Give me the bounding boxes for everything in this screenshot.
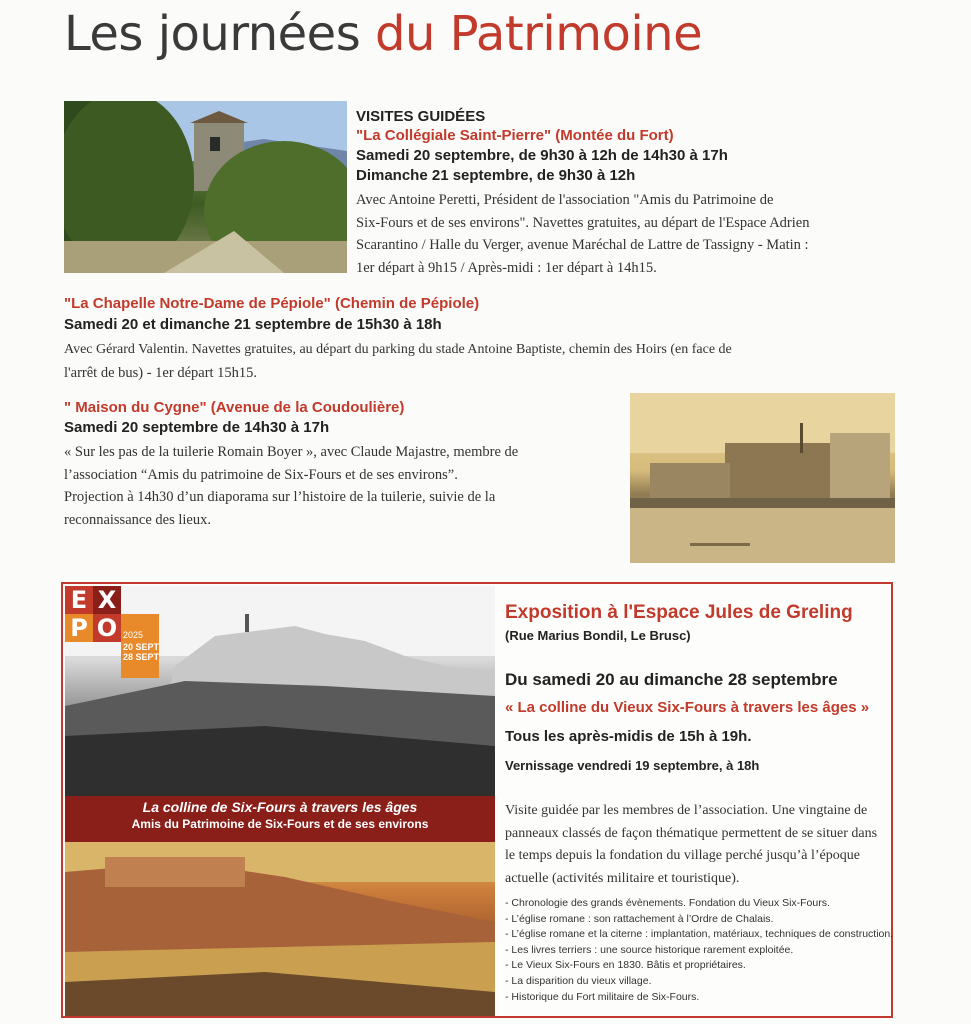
list-item: - Historique du Fort militaire de Six-Fours. [505, 990, 700, 1003]
text-line: l'arrêt de bus) - 1er départ 15h15. [64, 364, 258, 381]
text-line: reconnaissance des lieux. [64, 511, 211, 528]
badge-date-start: 20 SEPT [122, 642, 160, 652]
text-line: panneaux classés de façon thématique permettent de se situer dans [505, 825, 878, 841]
expo-hours: Tous les après-midis de 15h à 19h. [505, 728, 752, 745]
expo-vernissage: Vernissage vendredi 19 septembre, à 18h [505, 758, 760, 773]
badge-year: 2025 [123, 630, 144, 640]
badge-letter-e: E [70, 586, 88, 614]
expo-title: Exposition à l'Espace Jules de Greling [505, 602, 853, 623]
text-line: actuelle (activités militaire et touristique). [505, 870, 740, 886]
text-line: « Sur les pas de la tuilerie Romain Boyer », avec Claude Majastre, membre de [64, 444, 519, 460]
collegiale-name: "La Collégiale Saint-Pierre" (Montée du Fort) [356, 127, 674, 144]
collegiale-date-2: Dimanche 21 septembre, de 9h30 à 12h [356, 167, 636, 184]
expo-poster-top [65, 586, 495, 796]
badge-letter-x: X [97, 586, 117, 614]
text-line: Avec Gérard Valentin. Navettes gratuites, au départ du parking du stade Antoine Baptiste, chemin des Hoirs (en face de [64, 342, 732, 357]
collegiale-photo [64, 101, 347, 273]
expo-dates: Du samedi 20 au dimanche 28 septembre [505, 670, 838, 689]
text-line: 1er départ à 9h15 / Après-midi : 1er départ à 14h15. [356, 259, 657, 276]
title-part-1: Les journées [64, 6, 361, 62]
text-line: Visite guidée par les membres de l’association. Une vingtaine de [505, 803, 868, 818]
list-item: - L’église romane : son rattachement à l’Ordre de Chalais. [505, 912, 774, 925]
tuilerie-photo [630, 393, 895, 563]
badge-letter-p: P [70, 614, 88, 642]
village-painting [65, 842, 495, 1016]
list-item: - Les livres terriers : une source historique rarement exploitée. [505, 943, 794, 956]
badge-letter-o: O [96, 614, 118, 642]
expo-badge [65, 586, 159, 680]
chapelle-description [64, 339, 898, 384]
expo-theme: « La colline du Vieux Six-Fours à travers les âges » [505, 699, 870, 716]
text-line: Avec Antoine Peretti, Président de l'association "Amis du Patrimoine de [356, 192, 774, 208]
visites-label: VISITES GUIDÉES [356, 108, 486, 125]
badge-dates [121, 642, 161, 662]
expo-poster-painting [65, 842, 495, 1016]
list-item: - Le Vieux Six-Fours en 1830. Bâtis et propriétaires. [505, 959, 746, 972]
text-line: l’association “Amis du patrimoine de Six-Fours et de ses environs”. [64, 466, 458, 483]
list-item: - L’église romane et la citerne : implantation, matériaux, techniques de construction. [505, 928, 894, 941]
list-item: - La disparition du vieux village. [505, 974, 652, 987]
text-line: Projection à 14h30 d’un diaporama sur l’histoire de la tuilerie, suivie de la [64, 489, 496, 505]
tuilerie-illustration [630, 393, 895, 563]
poster-subtitle: Amis du Patrimoine de Six-Fours et de ses environs [131, 817, 429, 831]
cygne-date: Samedi 20 septembre de 14h30 à 17h [64, 419, 330, 436]
collegiale-date-1: Samedi 20 septembre, de 9h30 à 12h de 14h30 à 17h [356, 147, 728, 164]
cygne-description [64, 441, 622, 531]
text-line: Scarantino / Halle du Verger, avenue Maréchal de Lattre de Tassigny - Matin : [356, 237, 809, 253]
cygne-name: " Maison du Cygne" (Avenue de la Coudoulière) [64, 399, 405, 416]
chapelle-name: "La Chapelle Notre-Dame de Pépiole" (Chemin de Pépiole) [64, 295, 480, 312]
title-part-2: du Patrimoine [374, 6, 703, 62]
chapelle-date: Samedi 20 et dimanche 21 septembre de 15h30 à 18h [64, 316, 442, 333]
collegiale-description [356, 189, 898, 279]
expo-description [505, 800, 885, 890]
exposition-panel [61, 582, 893, 1018]
page-title [64, 6, 702, 62]
poster-title: La colline de Six-Fours à travers les âges [142, 799, 418, 815]
expo-address: (Rue Marius Bondil, Le Brusc) [505, 628, 691, 643]
text-line: Six-Fours et de ses environs". Navettes gratuites, au départ de l'Espace Adrien [356, 214, 810, 231]
badge-date-end: 28 SEPT [122, 652, 160, 662]
text-line: le temps depuis la fondation du village perché jusqu’à l’époque [505, 848, 860, 863]
expo-poster-band [65, 796, 495, 842]
collegiale-illustration [64, 101, 347, 273]
list-item: - Chronologie des grands évènements. Fondation du Vieux Six-Fours. [505, 897, 830, 909]
expo-topic-list [505, 896, 893, 1005]
